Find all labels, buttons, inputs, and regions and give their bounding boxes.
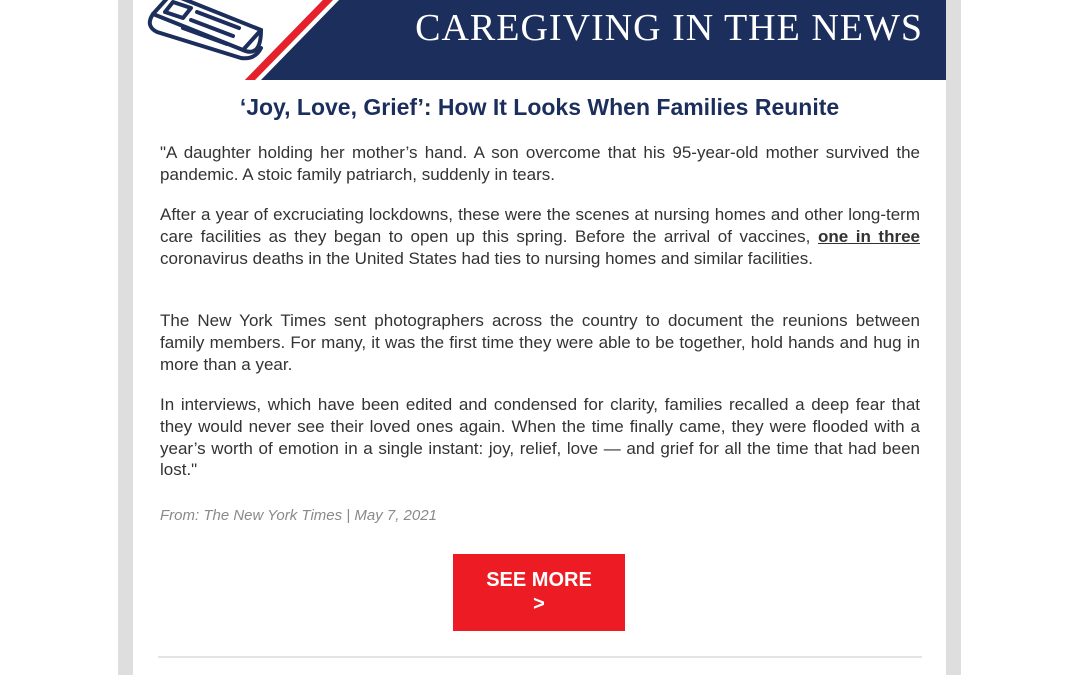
article-headline: ‘Joy, Love, Grief’: How It Looks When Families Reunite: [239, 94, 840, 120]
one-in-three-link[interactable]: one in three: [817, 226, 920, 246]
see-more-label: SEE MORE: [486, 569, 592, 591]
newspaper-icon: [143, 0, 273, 80]
article-paragraph-4: In interviews, which have been edited and condensed for clarity, families recalled a deep fear that they would never see their loved ones again. When the time finally came, they were flooded with a year’s worth of emotion in a single instant: joy, relief, love — and grief for all the time that had been lost.": [160, 395, 920, 480]
article-paragraph-1: "A daughter holding her mother’s hand. A son overcome that his 95-year-old mother survived the pandemic. A stoic family patriarch, suddenly in tears.: [160, 143, 920, 184]
article-paragraph-2: [160, 204, 920, 269]
banner-title: CAREGIVING IN THE NEWS: [415, 7, 923, 49]
article-source: From: The New York Times | May 7, 2021: [160, 507, 437, 524]
section-divider: [158, 656, 922, 658]
article-paragraph-3: The New York Times sent photographers across the country to document the reunions between family members. For many, it was the first time they were able to be together, hold hands and hug in more than a year.: [160, 311, 920, 374]
see-more-button[interactable]: [453, 554, 625, 631]
paragraph-2-text-end: coronavirus deaths in the United States had ties to nursing homes and similar facilities.: [160, 248, 813, 268]
email-container: [133, 0, 946, 675]
see-more-arrow: >: [533, 593, 545, 615]
paragraph-2-text-start: After a year of excruciating lockdowns, these were the scenes at nursing homes and other long-term care facilities as they began to open up this spring. Before the arrival of vaccines,: [160, 205, 920, 246]
header-banner: [133, 0, 946, 80]
